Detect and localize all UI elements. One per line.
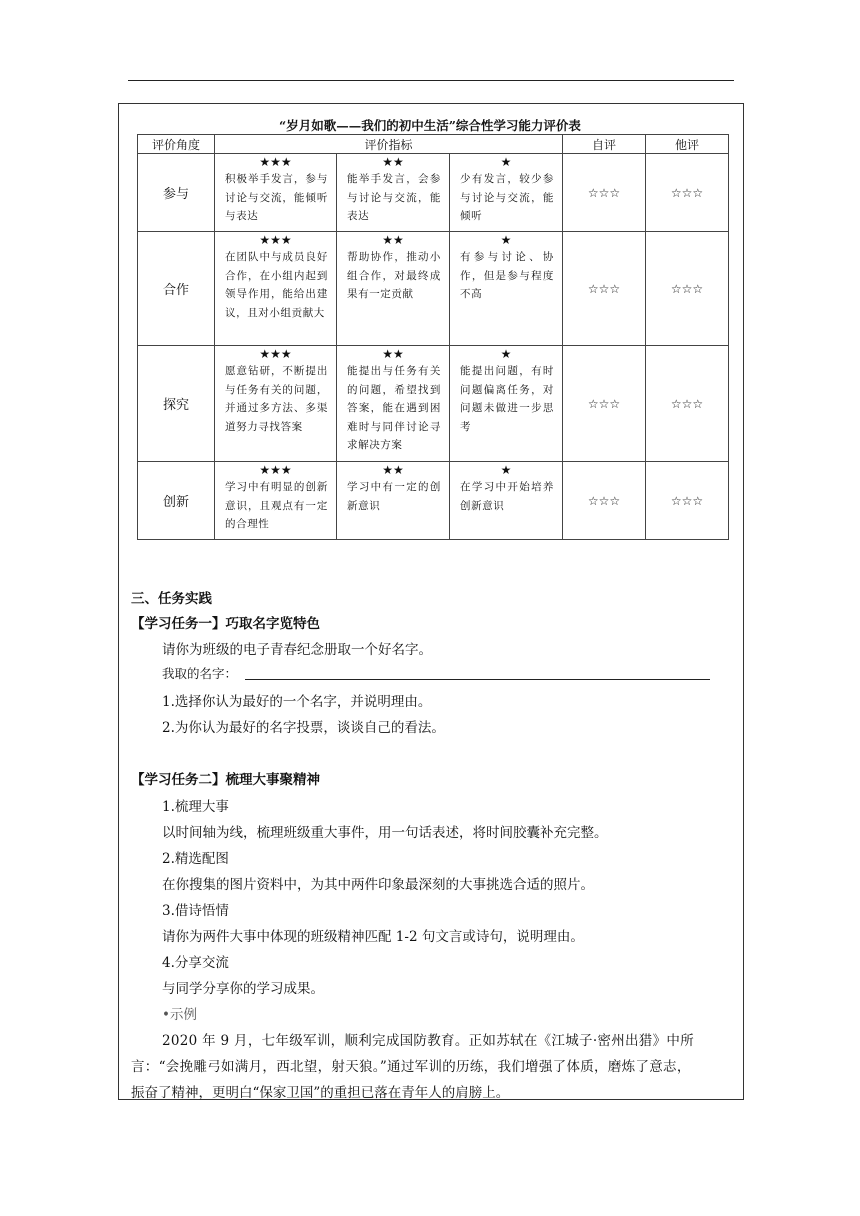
indicator-cell (337, 346, 450, 462)
angle-cell: 创新 (138, 462, 215, 540)
example-line-2: 言：“会挽雕弓如满月，西北望，射天狼。”通过军训的历练，我们增强了体质，磨炼了意志， (131, 1059, 691, 1075)
indicator-text: 能提出问题，有时问题偏离任务，对问题未做进一步思考 (460, 365, 555, 433)
star-rating: ★ (500, 347, 512, 361)
indicator-text: 在学习中开始培养创新意识 (460, 481, 555, 512)
table-row (138, 154, 729, 232)
header-peer: 他评 (646, 135, 729, 154)
indicator-cell (450, 462, 563, 540)
task2-step-4: 4.分享交流 (162, 955, 229, 971)
table-title: “岁月如歌——我们的初中生活”综合性学习能力评价表 (279, 118, 581, 133)
indicator-cell (215, 462, 337, 540)
task2-step-4-text: 与同学分享你的学习成果。 (162, 981, 324, 997)
indicator-cell (337, 232, 450, 346)
indicator-text: 有参与讨论、协作，但是参与程度不高 (460, 251, 555, 300)
table-row (138, 462, 729, 540)
self-rating[interactable]: ☆☆☆ (563, 346, 646, 462)
star-rating: ★★★ (259, 155, 292, 169)
table-row (138, 232, 729, 346)
indicator-text: 能举手发言，会参与讨论与交流，能表达 (347, 173, 441, 222)
section-heading: 三、任务实践 (131, 591, 212, 607)
indicator-text: 愿意钻研，不断提出与任务有关的问题，并通过多方法、多渠道努力寻找答案 (225, 365, 328, 433)
indicator-cell (215, 154, 337, 232)
header-rule (128, 80, 734, 81)
task2-step-2: 2.精选配图 (162, 851, 229, 867)
star-rating: ★ (500, 155, 512, 169)
angle-cell: 合作 (138, 232, 215, 346)
header-self: 自评 (563, 135, 646, 154)
indicator-text: 学习中有明显的创新意识，且观点有一定的合理性 (225, 481, 328, 530)
indicator-cell (450, 232, 563, 346)
star-rating: ★★★ (259, 233, 292, 247)
task2-step-2-text: 在你搜集的图片资料中，为其中两件印象最深刻的大事挑选合适的照片。 (162, 877, 594, 893)
indicator-text: 学习中有一定的创新意识 (347, 481, 441, 512)
task2-step-3-text: 请你为两件大事中体现的班级精神匹配 1-2 句文言或诗句，说明理由。 (162, 929, 584, 945)
star-rating: ★★ (382, 233, 404, 247)
angle-cell: 参与 (138, 154, 215, 232)
indicator-text: 少有发言，较少参与讨论与交流，能倾听 (460, 173, 555, 222)
star-rating: ★★ (382, 155, 404, 169)
star-rating: ★★★ (259, 463, 292, 477)
indicator-cell (450, 346, 563, 462)
task1-question-1: 1.选择你认为最好的一个名字，并说明理由。 (162, 694, 432, 710)
task2-step-3: 3.借诗悟情 (162, 903, 229, 919)
star-rating: ★★★ (259, 347, 292, 361)
task2-step-1: 1.梳理大事 (162, 799, 229, 815)
indicator-text: 能提出与任务有关的问题，希望找到答案，能在遇到困难时与同伴讨论寻求解决方案 (347, 365, 441, 451)
indicator-cell (337, 154, 450, 232)
table-row (138, 346, 729, 462)
indicator-cell (337, 462, 450, 540)
header-indicator: 评价指标 (215, 135, 563, 154)
self-rating[interactable]: ☆☆☆ (563, 154, 646, 232)
evaluation-table (137, 134, 729, 540)
star-rating: ★★ (382, 347, 404, 361)
indicator-cell (450, 154, 563, 232)
indicator-text: 积极举手发言，参与讨论与交流，能倾听与表达 (225, 173, 328, 222)
name-answer-line[interactable] (245, 679, 710, 680)
name-label: 我取的名字： (162, 666, 238, 681)
example-line-3: 振奋了精神，更明白“保家卫国”的重担已落在青年人的肩膀上。 (131, 1085, 510, 1101)
header-angle: 评价角度 (138, 135, 215, 154)
table-header-row (138, 135, 729, 154)
task2-title: 【学习任务二】梳理大事聚精神 (131, 772, 320, 788)
angle-cell: 探究 (138, 346, 215, 462)
task1-question-2: 2.为你认为最好的名字投票，谈谈自己的看法。 (162, 720, 445, 736)
self-rating[interactable]: ☆☆☆ (563, 462, 646, 540)
indicator-text: 在团队中与成员良好合作，在小组内起到领导作用，能给出建议，且对小组贡献大 (225, 251, 328, 319)
indicator-text: 帮助协作，推动小组合作，对最终成果有一定贡献 (347, 251, 441, 300)
example-line-1: 2020 年 9 月，七年级军训，顺利完成国防教育。正如苏轼在《江城子·密州出猎》中所 (162, 1033, 695, 1049)
star-rating: ★ (500, 463, 512, 477)
indicator-cell (215, 346, 337, 462)
example-label: •示例 (162, 1007, 197, 1023)
peer-rating[interactable]: ☆☆☆ (646, 154, 729, 232)
peer-rating[interactable]: ☆☆☆ (646, 462, 729, 540)
task1-title: 【学习任务一】巧取名字览特色 (131, 616, 320, 632)
self-rating[interactable]: ☆☆☆ (563, 232, 646, 346)
peer-rating[interactable]: ☆☆☆ (646, 232, 729, 346)
task2-step-1-text: 以时间轴为线，梳理班级重大事件，用一句话表述，将时间胶囊补充完整。 (162, 825, 608, 841)
star-rating: ★★ (382, 463, 404, 477)
star-rating: ★ (500, 233, 512, 247)
task1-prompt: 请你为班级的电子青春纪念册取一个好名字。 (162, 642, 432, 658)
peer-rating[interactable]: ☆☆☆ (646, 346, 729, 462)
indicator-cell (215, 232, 337, 346)
